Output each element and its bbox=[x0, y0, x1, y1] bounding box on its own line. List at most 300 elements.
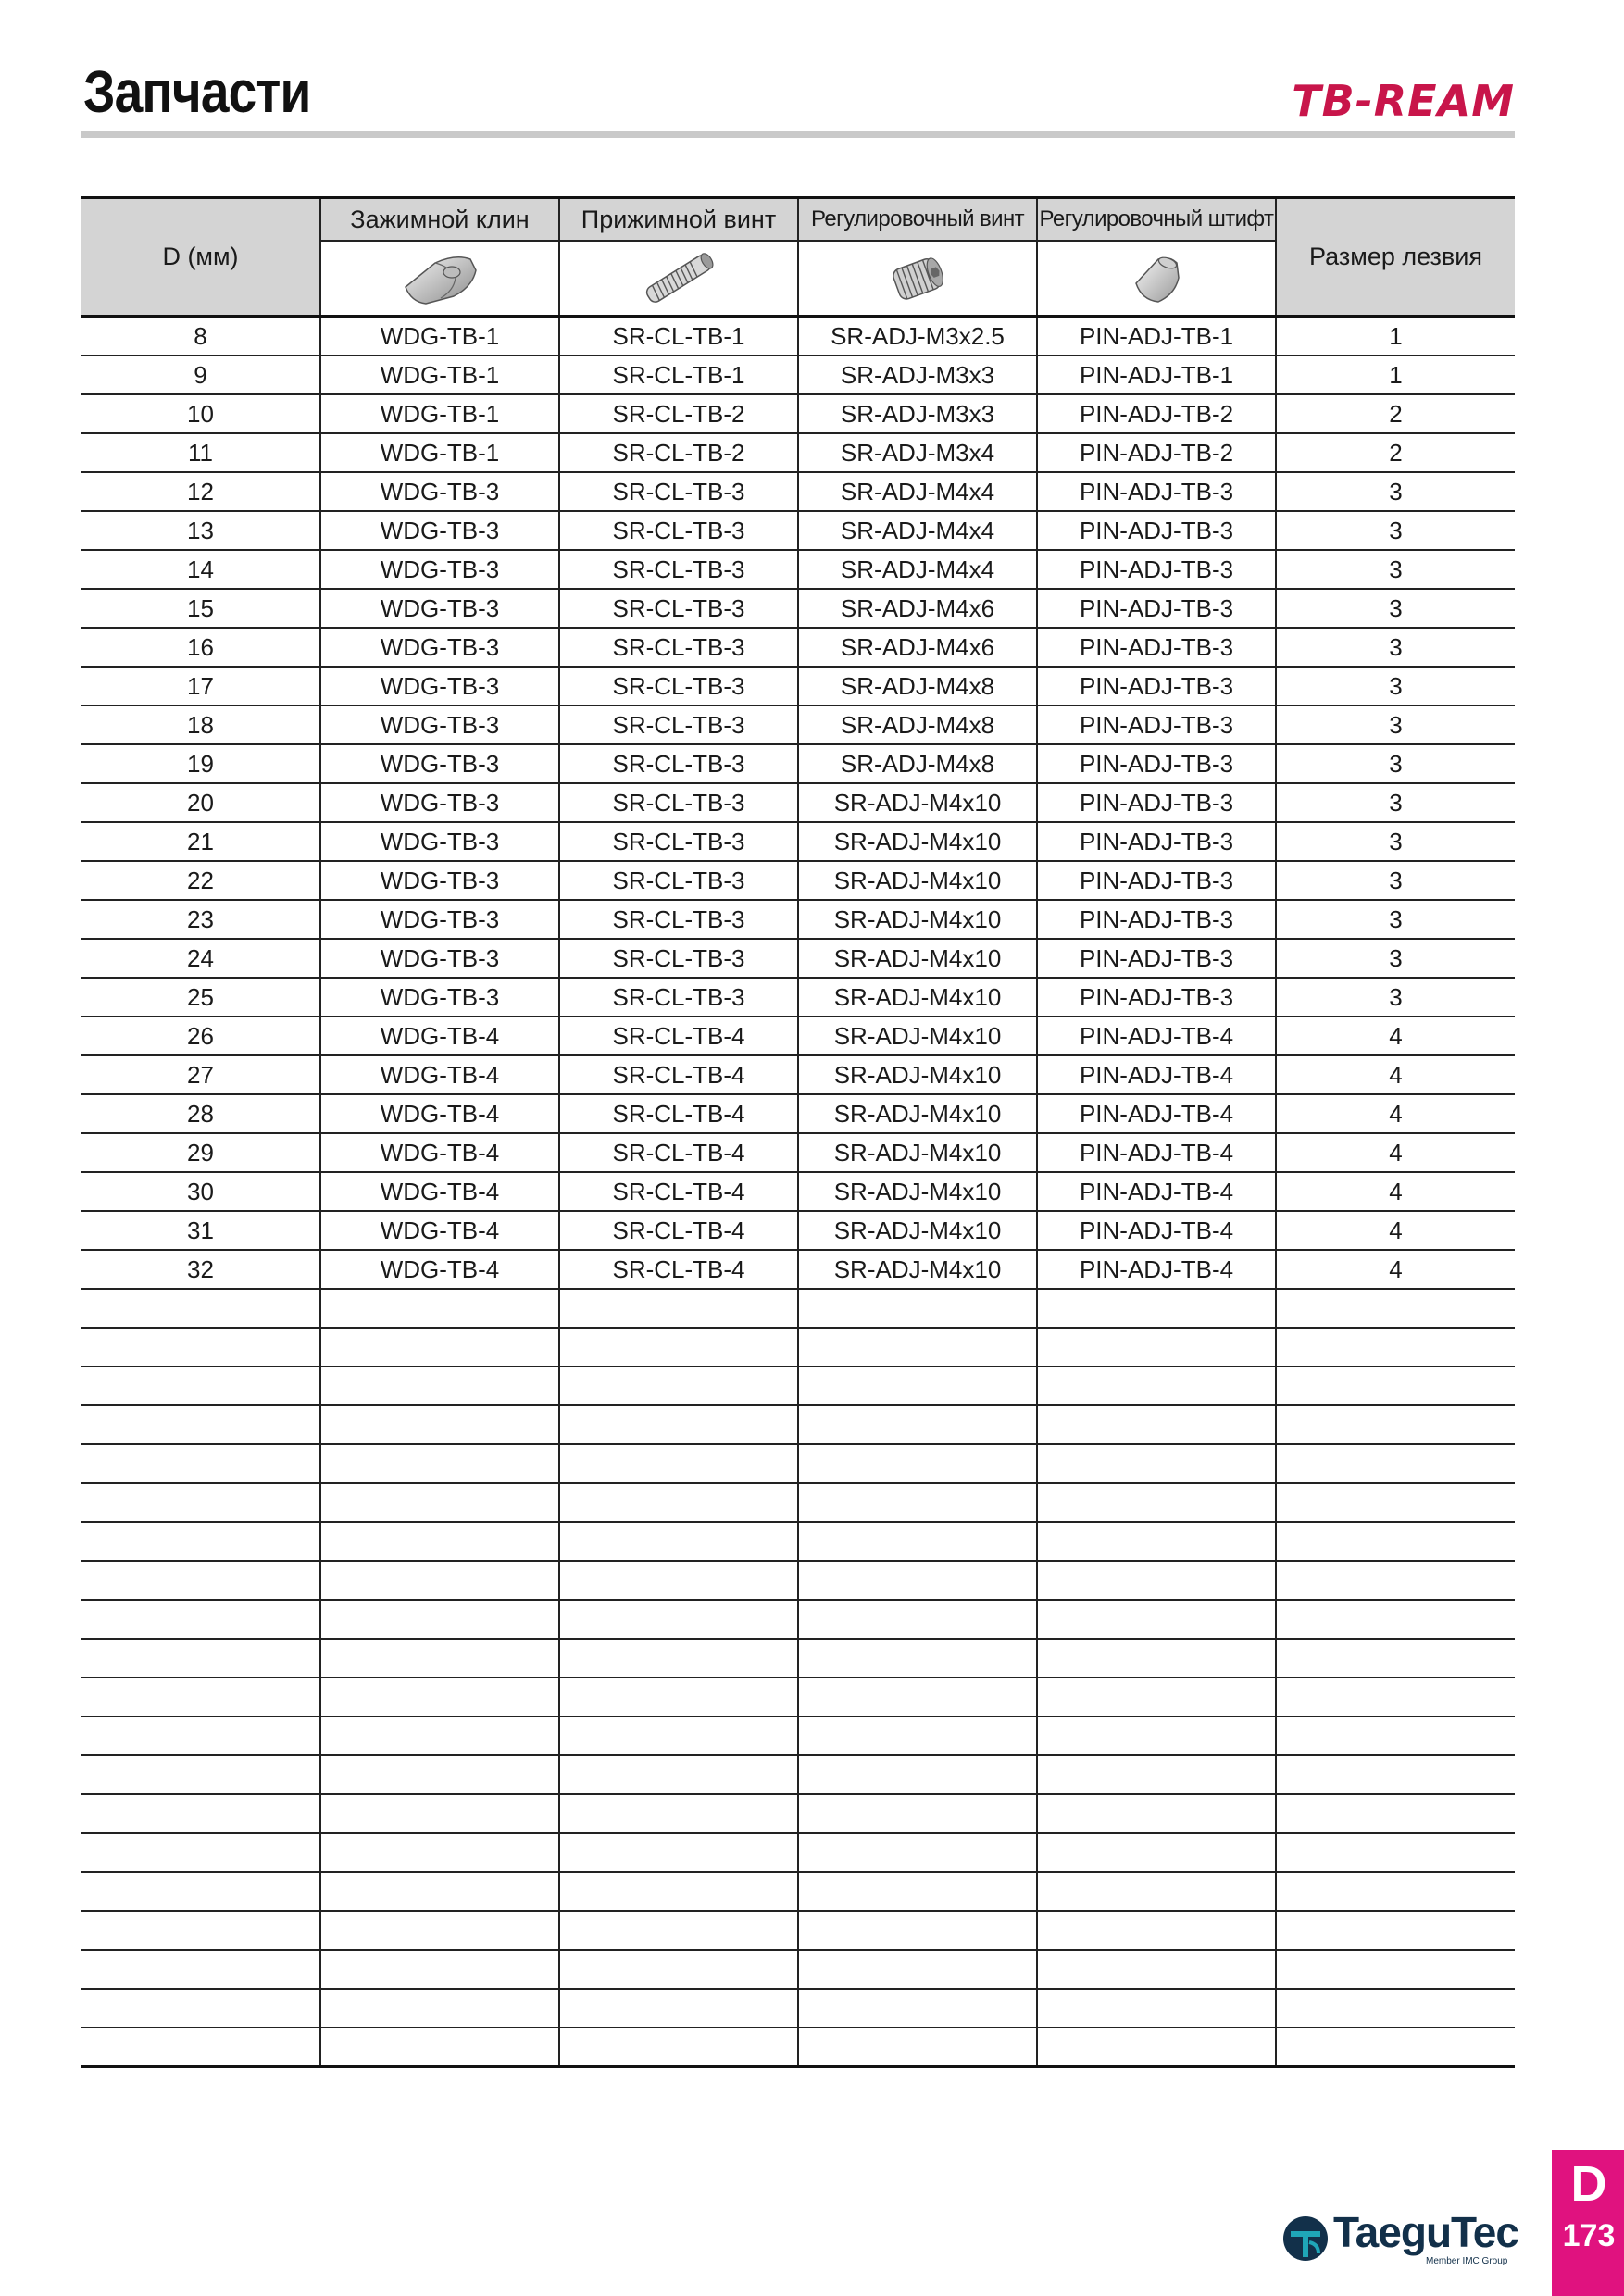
clamp-screw-cell bbox=[559, 1289, 798, 1328]
wedge-cell: WDG-TB-1 bbox=[320, 356, 559, 394]
adjusting-pin-cell bbox=[1037, 1639, 1276, 1678]
table-row bbox=[81, 1794, 1515, 1833]
blade-size-cell bbox=[1276, 1678, 1515, 1716]
d-cell bbox=[81, 1405, 320, 1444]
clamp-screw-cell bbox=[559, 1600, 798, 1639]
adjusting-pin-cell: PIN-ADJ-TB-2 bbox=[1037, 433, 1276, 472]
adjusting-screw-cell: SR-ADJ-M4x6 bbox=[798, 589, 1037, 628]
table-row bbox=[81, 1989, 1515, 2028]
adjusting-pin-cell: PIN-ADJ-TB-3 bbox=[1037, 900, 1276, 939]
title-divider bbox=[81, 131, 1515, 138]
wedge-cell: WDG-TB-4 bbox=[320, 1094, 559, 1133]
wedge-cell: WDG-TB-3 bbox=[320, 705, 559, 744]
clamp-screw-cell: SR-CL-TB-3 bbox=[559, 511, 798, 550]
clamp-screw-cell: SR-CL-TB-4 bbox=[559, 1133, 798, 1172]
adjusting-screw-cell bbox=[798, 1950, 1037, 1989]
adjusting-screw-cell bbox=[798, 1989, 1037, 2028]
blade-size-cell: 4 bbox=[1276, 1250, 1515, 1289]
wedge-cell bbox=[320, 1328, 559, 1366]
wedge-cell: WDG-TB-1 bbox=[320, 394, 559, 433]
adjusting-screw-cell: SR-ADJ-M4x10 bbox=[798, 1055, 1037, 1094]
adjusting-pin-cell: PIN-ADJ-TB-3 bbox=[1037, 589, 1276, 628]
blade-size-cell: 3 bbox=[1276, 667, 1515, 705]
clamp-screw-cell bbox=[559, 1328, 798, 1366]
table-row bbox=[81, 861, 1515, 900]
wedge-cell bbox=[320, 1561, 559, 1600]
blade-size-cell bbox=[1276, 1328, 1515, 1366]
adjusting-screw-cell: SR-ADJ-M3x3 bbox=[798, 394, 1037, 433]
adjusting-screw-cell bbox=[798, 1366, 1037, 1405]
adjusting-screw-cell bbox=[798, 1561, 1037, 1600]
table-row bbox=[81, 511, 1515, 550]
adjusting-screw-cell: SR-ADJ-M4x10 bbox=[798, 1211, 1037, 1250]
blade-size-cell bbox=[1276, 1872, 1515, 1911]
brand-logo bbox=[1292, 76, 1515, 126]
blade-size-cell bbox=[1276, 1833, 1515, 1872]
table-row bbox=[81, 822, 1515, 861]
table-row bbox=[81, 1250, 1515, 1289]
adjusting-pin-cell bbox=[1037, 1678, 1276, 1716]
wedge-cell bbox=[320, 1911, 559, 1950]
d-cell: 20 bbox=[81, 783, 320, 822]
blade-size-cell bbox=[1276, 2028, 1515, 2067]
adjusting-pin-image-cell bbox=[1037, 241, 1276, 317]
clamp-screw-cell bbox=[559, 1794, 798, 1833]
d-cell: 14 bbox=[81, 550, 320, 589]
blade-size-cell: 3 bbox=[1276, 822, 1515, 861]
adjusting-pin-cell bbox=[1037, 1289, 1276, 1328]
table-row bbox=[81, 978, 1515, 1017]
blade-size-cell: 3 bbox=[1276, 744, 1515, 783]
adjusting-screw-cell bbox=[798, 1678, 1037, 1716]
d-cell: 8 bbox=[81, 317, 320, 356]
adjusting-screw-cell: SR-ADJ-M4x4 bbox=[798, 472, 1037, 511]
wedge-cell bbox=[320, 1989, 559, 2028]
table-row bbox=[81, 1950, 1515, 1989]
adjusting-pin-cell bbox=[1037, 1483, 1276, 1522]
d-cell bbox=[81, 1444, 320, 1483]
blade-size-cell: 3 bbox=[1276, 900, 1515, 939]
adjusting-screw-cell: SR-ADJ-M4x4 bbox=[798, 550, 1037, 589]
adjusting-screw-cell: SR-ADJ-M4x8 bbox=[798, 744, 1037, 783]
adjusting-screw-cell bbox=[798, 1483, 1037, 1522]
table-row bbox=[81, 1133, 1515, 1172]
blade-size-cell bbox=[1276, 1522, 1515, 1561]
adjusting-screw-cell: SR-ADJ-M4x8 bbox=[798, 705, 1037, 744]
adjusting-screw-cell: SR-ADJ-M3x4 bbox=[798, 433, 1037, 472]
adjusting-screw-cell: SR-ADJ-M4x10 bbox=[798, 822, 1037, 861]
table-row bbox=[81, 1055, 1515, 1094]
blade-size-cell: 4 bbox=[1276, 1172, 1515, 1211]
blade-size-cell: 4 bbox=[1276, 1017, 1515, 1055]
blade-size-cell: 2 bbox=[1276, 394, 1515, 433]
adjusting-screw-cell: SR-ADJ-M4x10 bbox=[798, 1133, 1037, 1172]
d-cell: 32 bbox=[81, 1250, 320, 1289]
adjusting-pin-cell bbox=[1037, 1755, 1276, 1794]
blade-size-cell bbox=[1276, 1444, 1515, 1483]
d-cell bbox=[81, 1561, 320, 1600]
clamp-screw-cell bbox=[559, 2028, 798, 2067]
d-cell bbox=[81, 1483, 320, 1522]
adjusting-pin-cell: PIN-ADJ-TB-1 bbox=[1037, 317, 1276, 356]
d-cell bbox=[81, 1678, 320, 1716]
clamp-screw-cell: SR-CL-TB-4 bbox=[559, 1172, 798, 1211]
adjusting-pin-cell bbox=[1037, 1716, 1276, 1755]
blade-size-cell bbox=[1276, 1289, 1515, 1328]
adjusting-screw-cell bbox=[798, 1639, 1037, 1678]
clamp-screw-cell: SR-CL-TB-3 bbox=[559, 783, 798, 822]
company-name: TaeguTec bbox=[1333, 2208, 1518, 2256]
adjusting-pin-cell bbox=[1037, 1872, 1276, 1911]
brand-logo-prefix: TB bbox=[1292, 76, 1355, 126]
clamp-screw-cell: SR-CL-TB-3 bbox=[559, 589, 798, 628]
adjusting-pin-cell bbox=[1037, 1405, 1276, 1444]
column-header-d: D (мм) bbox=[81, 198, 320, 317]
d-cell: 11 bbox=[81, 433, 320, 472]
clamp-screw-cell: SR-CL-TB-2 bbox=[559, 433, 798, 472]
blade-size-cell: 3 bbox=[1276, 628, 1515, 667]
clamp-screw-cell: SR-CL-TB-3 bbox=[559, 900, 798, 939]
d-cell bbox=[81, 1911, 320, 1950]
d-cell: 12 bbox=[81, 472, 320, 511]
wedge-cell bbox=[320, 1366, 559, 1405]
adjusting-screw-image-cell bbox=[798, 241, 1037, 317]
adjusting-screw-cell bbox=[798, 1755, 1037, 1794]
clamp-screw-cell: SR-CL-TB-3 bbox=[559, 705, 798, 744]
wedge-cell: WDG-TB-1 bbox=[320, 317, 559, 356]
clamp-screw-icon bbox=[632, 250, 725, 307]
d-cell bbox=[81, 1639, 320, 1678]
table-row bbox=[81, 744, 1515, 783]
table-row bbox=[81, 1833, 1515, 1872]
blade-size-cell bbox=[1276, 1600, 1515, 1639]
adjusting-screw-cell: SR-ADJ-M4x6 bbox=[798, 628, 1037, 667]
table-row bbox=[81, 1755, 1515, 1794]
d-cell bbox=[81, 1328, 320, 1366]
wedge-cell: WDG-TB-3 bbox=[320, 550, 559, 589]
adjusting-pin-cell: PIN-ADJ-TB-3 bbox=[1037, 472, 1276, 511]
clamp-screw-cell bbox=[559, 1639, 798, 1678]
d-cell bbox=[81, 1716, 320, 1755]
wedge-cell: WDG-TB-1 bbox=[320, 433, 559, 472]
wedge-cell: WDG-TB-3 bbox=[320, 589, 559, 628]
table-row bbox=[81, 1017, 1515, 1055]
d-cell: 29 bbox=[81, 1133, 320, 1172]
clamp-screw-cell bbox=[559, 1405, 798, 1444]
clamp-screw-cell: SR-CL-TB-2 bbox=[559, 394, 798, 433]
page-number: 173 bbox=[1562, 2218, 1616, 2253]
wedge-cell: WDG-TB-4 bbox=[320, 1133, 559, 1172]
adjusting-pin-cell: PIN-ADJ-TB-2 bbox=[1037, 394, 1276, 433]
adjusting-pin-cell: PIN-ADJ-TB-3 bbox=[1037, 628, 1276, 667]
table-row bbox=[81, 705, 1515, 744]
table-row bbox=[81, 783, 1515, 822]
wedge-cell: WDG-TB-3 bbox=[320, 939, 559, 978]
table-row bbox=[81, 1211, 1515, 1250]
adjusting-pin-cell: PIN-ADJ-TB-4 bbox=[1037, 1172, 1276, 1211]
table-row bbox=[81, 1172, 1515, 1211]
clamp-screw-cell: SR-CL-TB-4 bbox=[559, 1055, 798, 1094]
brand-logo-suffix: REAM bbox=[1373, 76, 1515, 126]
adjusting-pin-cell: PIN-ADJ-TB-3 bbox=[1037, 705, 1276, 744]
adjusting-pin-cell bbox=[1037, 1600, 1276, 1639]
wedge-cell: WDG-TB-3 bbox=[320, 900, 559, 939]
d-cell bbox=[81, 1522, 320, 1561]
d-cell bbox=[81, 1872, 320, 1911]
wedge-cell: WDG-TB-4 bbox=[320, 1017, 559, 1055]
adjusting-pin-cell bbox=[1037, 1833, 1276, 1872]
clamp-screw-cell: SR-CL-TB-3 bbox=[559, 822, 798, 861]
d-cell: 24 bbox=[81, 939, 320, 978]
wedge-cell: WDG-TB-4 bbox=[320, 1055, 559, 1094]
table-row bbox=[81, 1483, 1515, 1522]
table-row bbox=[81, 900, 1515, 939]
table-row bbox=[81, 317, 1515, 356]
table-row bbox=[81, 1405, 1515, 1444]
d-cell: 16 bbox=[81, 628, 320, 667]
wedge-cell: WDG-TB-3 bbox=[320, 978, 559, 1017]
wedge-cell bbox=[320, 1600, 559, 1639]
blade-size-cell: 3 bbox=[1276, 511, 1515, 550]
adjusting-pin-cell: PIN-ADJ-TB-3 bbox=[1037, 744, 1276, 783]
wedge-cell: WDG-TB-4 bbox=[320, 1250, 559, 1289]
table-row bbox=[81, 394, 1515, 433]
table-row bbox=[81, 1561, 1515, 1600]
adjusting-pin-cell: PIN-ADJ-TB-4 bbox=[1037, 1055, 1276, 1094]
wedge-cell: WDG-TB-3 bbox=[320, 744, 559, 783]
brand-logo-dash: - bbox=[1355, 76, 1374, 126]
clamp-screw-cell bbox=[559, 1483, 798, 1522]
table-row bbox=[81, 1872, 1515, 1911]
table-row bbox=[81, 1911, 1515, 1950]
column-header-wedge: Зажимной клин bbox=[320, 198, 559, 242]
wedge-cell bbox=[320, 1950, 559, 1989]
d-cell bbox=[81, 1600, 320, 1639]
adjusting-pin-cell: PIN-ADJ-TB-1 bbox=[1037, 356, 1276, 394]
wedge-cell: WDG-TB-4 bbox=[320, 1211, 559, 1250]
adjusting-pin-cell: PIN-ADJ-TB-4 bbox=[1037, 1017, 1276, 1055]
adjusting-screw-cell bbox=[798, 1716, 1037, 1755]
adjusting-screw-cell: SR-ADJ-M4x10 bbox=[798, 978, 1037, 1017]
clamp-screw-cell bbox=[559, 1755, 798, 1794]
wedge-cell: WDG-TB-3 bbox=[320, 511, 559, 550]
clamp-screw-cell: SR-CL-TB-3 bbox=[559, 861, 798, 900]
adjusting-screw-cell: SR-ADJ-M4x10 bbox=[798, 1172, 1037, 1211]
adjusting-screw-cell: SR-ADJ-M3x2.5 bbox=[798, 317, 1037, 356]
adjusting-screw-cell bbox=[798, 1444, 1037, 1483]
wedge-cell bbox=[320, 1833, 559, 1872]
d-cell: 18 bbox=[81, 705, 320, 744]
adjusting-screw-cell: SR-ADJ-M4x10 bbox=[798, 1017, 1037, 1055]
d-cell bbox=[81, 1755, 320, 1794]
blade-size-cell: 3 bbox=[1276, 589, 1515, 628]
adjusting-screw-cell: SR-ADJ-M4x10 bbox=[798, 1250, 1037, 1289]
d-cell: 28 bbox=[81, 1094, 320, 1133]
d-cell: 22 bbox=[81, 861, 320, 900]
blade-size-cell bbox=[1276, 1989, 1515, 2028]
adjusting-screw-cell: SR-ADJ-M4x10 bbox=[798, 939, 1037, 978]
clamp-screw-cell bbox=[559, 1989, 798, 2028]
blade-size-cell bbox=[1276, 1561, 1515, 1600]
adjusting-screw-cell bbox=[798, 1522, 1037, 1561]
blade-size-cell: 3 bbox=[1276, 472, 1515, 511]
adjusting-screw-cell: SR-ADJ-M4x10 bbox=[798, 1094, 1037, 1133]
blade-size-cell: 3 bbox=[1276, 939, 1515, 978]
table-row bbox=[81, 433, 1515, 472]
wedge-cell bbox=[320, 1872, 559, 1911]
clamp-screw-cell bbox=[559, 1911, 798, 1950]
wedge-cell: WDG-TB-4 bbox=[320, 1172, 559, 1211]
adjusting-pin-cell: PIN-ADJ-TB-3 bbox=[1037, 550, 1276, 589]
adjusting-screw-cell bbox=[798, 1328, 1037, 1366]
blade-size-cell bbox=[1276, 1755, 1515, 1794]
clamp-screw-cell: SR-CL-TB-1 bbox=[559, 356, 798, 394]
d-cell bbox=[81, 1989, 320, 2028]
clamp-screw-cell bbox=[559, 1833, 798, 1872]
wedge-cell bbox=[320, 1639, 559, 1678]
clamp-screw-cell bbox=[559, 1872, 798, 1911]
adjusting-pin-cell bbox=[1037, 1366, 1276, 1405]
blade-size-cell: 3 bbox=[1276, 861, 1515, 900]
wedge-cell: WDG-TB-3 bbox=[320, 822, 559, 861]
blade-size-cell: 3 bbox=[1276, 550, 1515, 589]
blade-size-cell bbox=[1276, 1405, 1515, 1444]
clamp-screw-cell: SR-CL-TB-4 bbox=[559, 1017, 798, 1055]
adjusting-screw-cell: SR-ADJ-M3x3 bbox=[798, 356, 1037, 394]
d-cell: 26 bbox=[81, 1017, 320, 1055]
wedge-cell: WDG-TB-3 bbox=[320, 667, 559, 705]
spare-parts-table bbox=[81, 196, 1515, 2068]
blade-size-cell: 1 bbox=[1276, 356, 1515, 394]
wedge-cell bbox=[320, 1483, 559, 1522]
adjusting-pin-cell bbox=[1037, 1328, 1276, 1366]
blade-size-cell: 2 bbox=[1276, 433, 1515, 472]
clamp-screw-cell bbox=[559, 1678, 798, 1716]
wedge-cell bbox=[320, 1678, 559, 1716]
adjusting-pin-cell: PIN-ADJ-TB-4 bbox=[1037, 1094, 1276, 1133]
d-cell bbox=[81, 1950, 320, 1989]
clamp-screw-cell: SR-CL-TB-3 bbox=[559, 939, 798, 978]
blade-size-cell: 4 bbox=[1276, 1055, 1515, 1094]
blade-size-cell bbox=[1276, 1483, 1515, 1522]
adjusting-pin-cell: PIN-ADJ-TB-3 bbox=[1037, 511, 1276, 550]
blade-size-cell bbox=[1276, 1950, 1515, 1989]
table-row bbox=[81, 1522, 1515, 1561]
table-row bbox=[81, 1678, 1515, 1716]
clamp-screw-cell bbox=[559, 1522, 798, 1561]
adjusting-screw-cell bbox=[798, 1289, 1037, 1328]
d-cell: 17 bbox=[81, 667, 320, 705]
table-row bbox=[81, 1366, 1515, 1405]
blade-size-cell: 3 bbox=[1276, 783, 1515, 822]
d-cell: 27 bbox=[81, 1055, 320, 1094]
d-cell: 30 bbox=[81, 1172, 320, 1211]
wedge-cell bbox=[320, 1716, 559, 1755]
blade-size-cell: 4 bbox=[1276, 1133, 1515, 1172]
clamp-screw-cell: SR-CL-TB-3 bbox=[559, 667, 798, 705]
table-row bbox=[81, 1094, 1515, 1133]
adjusting-pin-cell: PIN-ADJ-TB-3 bbox=[1037, 861, 1276, 900]
clamp-screw-cell: SR-CL-TB-4 bbox=[559, 1094, 798, 1133]
blade-size-cell bbox=[1276, 1639, 1515, 1678]
table-row bbox=[81, 1716, 1515, 1755]
wedge-cell bbox=[320, 1405, 559, 1444]
blade-size-cell: 3 bbox=[1276, 978, 1515, 1017]
clamp-screw-cell bbox=[559, 1561, 798, 1600]
blade-size-cell: 4 bbox=[1276, 1211, 1515, 1250]
clamp-screw-cell bbox=[559, 1950, 798, 1989]
section-letter: D bbox=[1570, 2156, 1607, 2212]
adjusting-screw-cell bbox=[798, 1833, 1037, 1872]
adjusting-pin-cell bbox=[1037, 1522, 1276, 1561]
table-row bbox=[81, 939, 1515, 978]
blade-size-cell bbox=[1276, 1794, 1515, 1833]
adjusting-pin-cell bbox=[1037, 2028, 1276, 2067]
adjusting-pin-cell: PIN-ADJ-TB-3 bbox=[1037, 978, 1276, 1017]
adjusting-pin-cell bbox=[1037, 1989, 1276, 2028]
clamp-screw-cell bbox=[559, 1716, 798, 1755]
d-cell bbox=[81, 2028, 320, 2067]
d-cell: 23 bbox=[81, 900, 320, 939]
table-row bbox=[81, 1600, 1515, 1639]
adjusting-screw-cell: SR-ADJ-M4x4 bbox=[798, 511, 1037, 550]
d-cell: 10 bbox=[81, 394, 320, 433]
blade-size-cell bbox=[1276, 1716, 1515, 1755]
table-row bbox=[81, 1328, 1515, 1366]
blade-size-cell: 3 bbox=[1276, 705, 1515, 744]
clamp-screw-cell: SR-CL-TB-3 bbox=[559, 550, 798, 589]
table-row bbox=[81, 589, 1515, 628]
adjusting-screw-cell bbox=[798, 1405, 1037, 1444]
wedge-cell: WDG-TB-3 bbox=[320, 861, 559, 900]
adjusting-pin-cell: PIN-ADJ-TB-3 bbox=[1037, 822, 1276, 861]
adjusting-pin-cell bbox=[1037, 1444, 1276, 1483]
table-row bbox=[81, 550, 1515, 589]
adjusting-screw-cell: SR-ADJ-M4x10 bbox=[798, 900, 1037, 939]
wedge-cell: WDG-TB-3 bbox=[320, 628, 559, 667]
table-row bbox=[81, 628, 1515, 667]
column-header-adjusting-pin: Регулировочный штифт bbox=[1037, 198, 1276, 242]
d-cell: 31 bbox=[81, 1211, 320, 1250]
clamp-screw-cell bbox=[559, 1366, 798, 1405]
adjusting-pin-cell: PIN-ADJ-TB-3 bbox=[1037, 783, 1276, 822]
adjusting-pin-cell: PIN-ADJ-TB-4 bbox=[1037, 1250, 1276, 1289]
table-row bbox=[81, 1289, 1515, 1328]
adjusting-pin-cell bbox=[1037, 1911, 1276, 1950]
adjusting-pin-cell: PIN-ADJ-TB-3 bbox=[1037, 667, 1276, 705]
table-row bbox=[81, 2028, 1515, 2067]
d-cell bbox=[81, 1833, 320, 1872]
adjusting-screw-cell: SR-ADJ-M4x8 bbox=[798, 667, 1037, 705]
d-cell: 25 bbox=[81, 978, 320, 1017]
column-header-blade-size: Размер лезвия bbox=[1276, 198, 1515, 317]
adjusting-screw-cell bbox=[798, 1600, 1037, 1639]
adjusting-screw-cell bbox=[798, 1794, 1037, 1833]
clamp-screw-cell: SR-CL-TB-3 bbox=[559, 472, 798, 511]
d-cell bbox=[81, 1366, 320, 1405]
blade-size-cell: 1 bbox=[1276, 317, 1515, 356]
adjusting-pin-cell: PIN-ADJ-TB-4 bbox=[1037, 1211, 1276, 1250]
wedge-cell bbox=[320, 2028, 559, 2067]
table-row bbox=[81, 1444, 1515, 1483]
blade-size-cell bbox=[1276, 1911, 1515, 1950]
blade-size-cell bbox=[1276, 1366, 1515, 1405]
wedge-image-cell bbox=[320, 241, 559, 317]
column-header-clamp-screw: Прижимной винт bbox=[559, 198, 798, 242]
clamp-screw-cell: SR-CL-TB-3 bbox=[559, 978, 798, 1017]
clamp-screw-cell: SR-CL-TB-4 bbox=[559, 1211, 798, 1250]
table-row bbox=[81, 472, 1515, 511]
